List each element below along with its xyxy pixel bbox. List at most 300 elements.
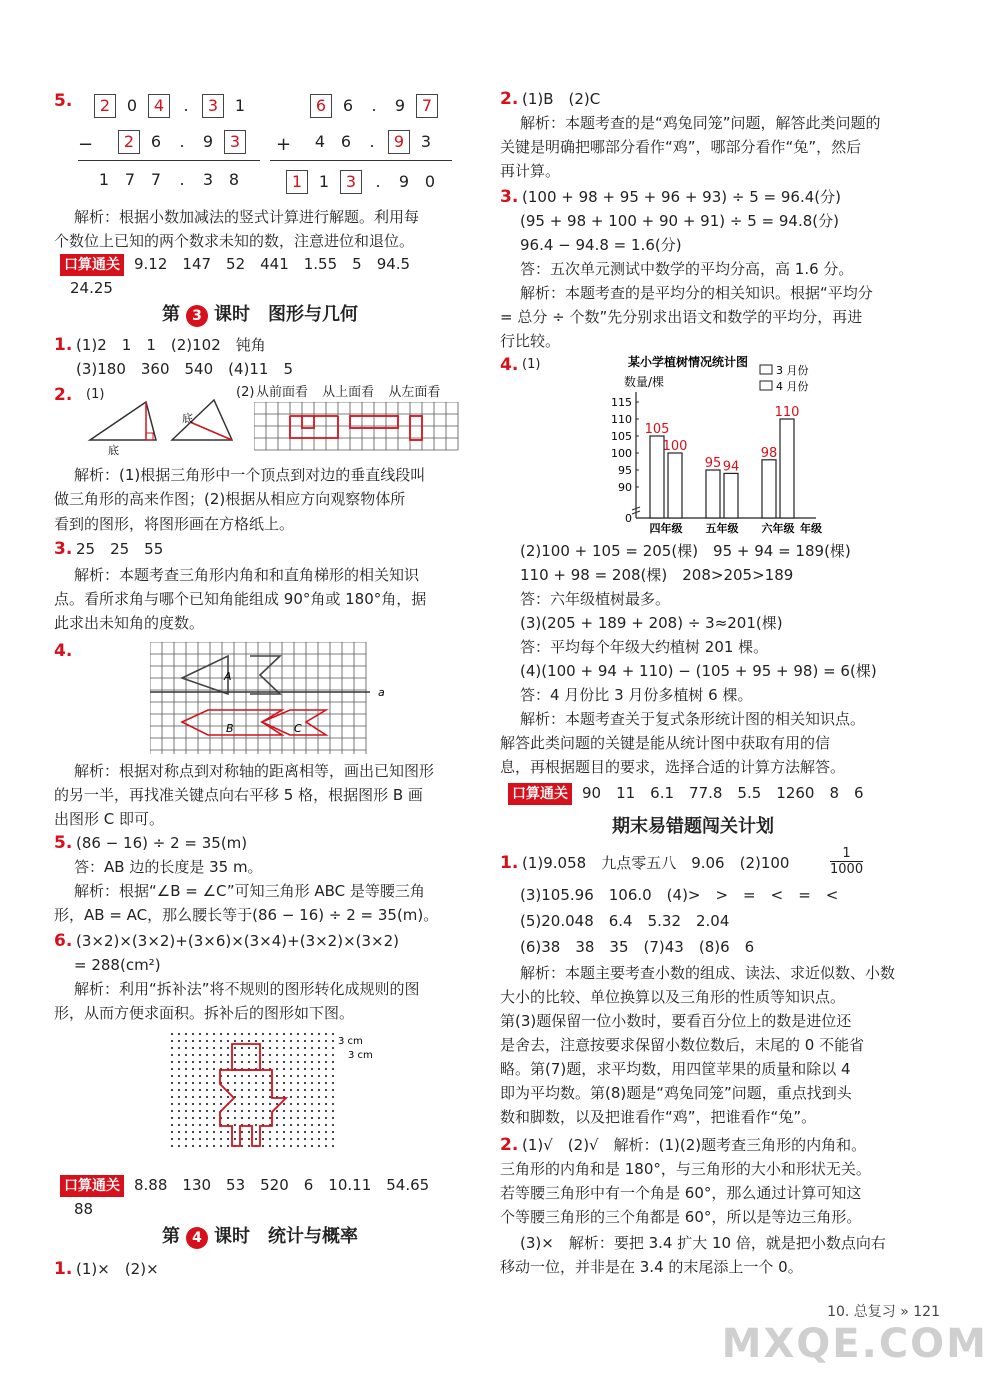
grid-dot bbox=[318, 1075, 320, 1077]
grid-dot bbox=[206, 1047, 208, 1049]
note: 看到的图形，将图形画在方格纸上。 bbox=[54, 515, 295, 533]
grid-dot bbox=[178, 1138, 180, 1140]
grid-dot bbox=[297, 1075, 299, 1077]
grid-dot bbox=[248, 1054, 250, 1056]
grid-dot bbox=[297, 1124, 299, 1126]
grid-dot bbox=[325, 1082, 327, 1084]
view-top-label: 从上面看 bbox=[322, 385, 375, 400]
grid-dot bbox=[318, 1131, 320, 1133]
grid-dot bbox=[192, 1145, 194, 1147]
grid-dot bbox=[178, 1103, 180, 1105]
answer-box: 4 bbox=[148, 94, 170, 118]
bar bbox=[724, 473, 738, 518]
grid-dot bbox=[206, 1131, 208, 1133]
grid-dot bbox=[241, 1110, 243, 1112]
oral-values: 8.88 130 53 520 6 10.11 54.65 bbox=[134, 1176, 430, 1194]
grid-dot bbox=[311, 1054, 313, 1056]
grid-dot bbox=[255, 1054, 257, 1056]
grid-dot bbox=[199, 1138, 201, 1140]
grid-dot bbox=[227, 1145, 229, 1147]
note: 解析：根据“∠B = ∠C”可知三角形 ABC 是等腰三角 bbox=[74, 882, 425, 900]
grid-dot bbox=[269, 1117, 271, 1119]
label-c: C bbox=[294, 722, 302, 735]
grid-dot bbox=[255, 1089, 257, 1091]
grid-dot bbox=[185, 1054, 187, 1056]
grid-dot bbox=[199, 1117, 201, 1119]
answer-box: 7 bbox=[416, 94, 438, 118]
grid-dot bbox=[311, 1124, 313, 1126]
y-tick-label: 100 bbox=[611, 447, 632, 460]
grid-dot bbox=[213, 1117, 215, 1119]
grid-dot bbox=[220, 1131, 222, 1133]
grid-dot bbox=[234, 1124, 236, 1126]
answer-line: (3)× 解析：要把 3.4 扩大 10 倍，就是把小数点向右 bbox=[520, 1234, 886, 1252]
triangle-1 bbox=[90, 402, 156, 457]
digit: 6 bbox=[150, 132, 162, 151]
grid-dot bbox=[241, 1082, 243, 1084]
oral-calc bbox=[508, 782, 864, 805]
grid-dot bbox=[241, 1047, 243, 1049]
grid-dot bbox=[185, 1117, 187, 1119]
grid-dot bbox=[206, 1033, 208, 1035]
grid-dot bbox=[276, 1103, 278, 1105]
answer-line: (86 − 16) ÷ 2 = 35(m) bbox=[76, 834, 248, 852]
label-a: A bbox=[224, 670, 232, 683]
note: 行比较。 bbox=[500, 332, 561, 350]
grid-dot bbox=[311, 1131, 313, 1133]
question-number: 2. bbox=[54, 385, 73, 405]
grid-dot bbox=[325, 1138, 327, 1140]
answer-line: 25 25 55 bbox=[76, 540, 164, 558]
grid-dot bbox=[213, 1082, 215, 1084]
view-front-label: 从前面看 bbox=[256, 385, 309, 400]
view-left-label: 从左面看 bbox=[388, 385, 441, 400]
grid-dot bbox=[199, 1145, 201, 1147]
grid-dot bbox=[269, 1033, 271, 1035]
grid-dot bbox=[318, 1047, 320, 1049]
grid-dot bbox=[199, 1061, 201, 1063]
grid-dot bbox=[171, 1033, 173, 1035]
grid-dot bbox=[248, 1110, 250, 1112]
grid-dot bbox=[318, 1061, 320, 1063]
grid-dot bbox=[255, 1040, 257, 1042]
fraction bbox=[830, 846, 863, 877]
grid-dot bbox=[283, 1033, 285, 1035]
grid-dot bbox=[234, 1033, 236, 1035]
answer-box: 6 bbox=[310, 94, 332, 118]
grid-dot bbox=[241, 1117, 243, 1119]
grid-dot bbox=[332, 1117, 334, 1119]
grid-dot bbox=[318, 1068, 320, 1070]
grid-dot bbox=[213, 1061, 215, 1063]
grid-dot bbox=[192, 1068, 194, 1070]
grid-dot bbox=[241, 1075, 243, 1077]
note: 解答此类问题的关键是能从统计图中获取有用的信 bbox=[500, 734, 831, 752]
grid-dot bbox=[269, 1138, 271, 1140]
grid-dot bbox=[171, 1054, 173, 1056]
digit: 0 bbox=[126, 96, 138, 115]
grid-dot bbox=[171, 1103, 173, 1105]
grid-dot bbox=[213, 1075, 215, 1077]
oral-label: 口算通关 bbox=[60, 1175, 124, 1197]
digit: 6 bbox=[340, 132, 352, 151]
vertical-subtraction bbox=[78, 94, 260, 202]
digit: 3 bbox=[420, 132, 432, 151]
fraction-numerator: 1 bbox=[830, 846, 863, 862]
grid-dot bbox=[213, 1145, 215, 1147]
grid-dot bbox=[192, 1075, 194, 1077]
digit: 1 bbox=[234, 96, 246, 115]
bar bbox=[780, 419, 794, 518]
grid-dot bbox=[227, 1047, 229, 1049]
grid-dot bbox=[332, 1047, 334, 1049]
question-number: 1. bbox=[500, 853, 519, 873]
grid-dot bbox=[311, 1089, 313, 1091]
grid-dot bbox=[297, 1096, 299, 1098]
answer-line: (1)√ (2)√ 解析：(1)(2)题考查三角形的内角和。 bbox=[522, 1136, 867, 1154]
grid-dot bbox=[199, 1040, 201, 1042]
digit: 7 bbox=[150, 170, 162, 189]
bar-value-label: 94 bbox=[722, 459, 740, 475]
base-label: 底 bbox=[182, 412, 193, 425]
grid-dot bbox=[206, 1145, 208, 1147]
grid-dot bbox=[262, 1089, 264, 1091]
grid-dot bbox=[325, 1040, 327, 1042]
grid-dot bbox=[185, 1033, 187, 1035]
grid-dot bbox=[290, 1040, 292, 1042]
grid-dot bbox=[269, 1040, 271, 1042]
grid-dot bbox=[171, 1075, 173, 1077]
grid-dot bbox=[234, 1089, 236, 1091]
dim-label: 3 cm bbox=[338, 1036, 363, 1047]
digit: . bbox=[179, 170, 185, 189]
legend-label: 4 月份 bbox=[776, 380, 809, 393]
grid-dot bbox=[325, 1068, 327, 1070]
grid-dot bbox=[290, 1103, 292, 1105]
grid-dot bbox=[248, 1075, 250, 1077]
grid-dot bbox=[248, 1103, 250, 1105]
grid-dot bbox=[234, 1075, 236, 1077]
grid-dot bbox=[178, 1047, 180, 1049]
note: 个数位上已知的两个数求未知的数，注意进位和退位。 bbox=[54, 232, 415, 250]
grid-dot bbox=[206, 1061, 208, 1063]
digit: 0 bbox=[424, 172, 436, 191]
grid-dot bbox=[227, 1061, 229, 1063]
grid-dot bbox=[297, 1103, 299, 1105]
question-number: 5. bbox=[54, 91, 73, 111]
x-tick-label: 六年级 bbox=[761, 522, 795, 535]
oral-values-cont: 24.25 bbox=[70, 279, 113, 297]
answer-line: (3×2)×(3×2)+(3×6)×(3×4)+(3×2)×(3×2) bbox=[76, 932, 399, 950]
grid-dot bbox=[213, 1068, 215, 1070]
grid-dot bbox=[248, 1145, 250, 1147]
grid-dot bbox=[269, 1145, 271, 1147]
grid-dot bbox=[227, 1096, 229, 1098]
grid-dot bbox=[332, 1089, 334, 1091]
grid-dot bbox=[262, 1103, 264, 1105]
grid-dot bbox=[290, 1075, 292, 1077]
grid-dot bbox=[178, 1096, 180, 1098]
grid-dot bbox=[318, 1117, 320, 1119]
grid-dot bbox=[290, 1124, 292, 1126]
note-text: 解析：根据小数加减法的竖式计算进行解题。利用每 bbox=[74, 208, 420, 226]
answer-box: 3 bbox=[224, 130, 246, 154]
grid-dot bbox=[297, 1089, 299, 1091]
grid-dot bbox=[192, 1096, 194, 1098]
page-footer: 10. 总复习 » 121 bbox=[827, 1304, 940, 1320]
grid-lines bbox=[254, 402, 458, 450]
grid-dot bbox=[199, 1075, 201, 1077]
grid-dot bbox=[276, 1054, 278, 1056]
bar-value-label: 95 bbox=[704, 456, 722, 471]
title-pre: 第 bbox=[162, 304, 180, 325]
grid-dot bbox=[325, 1089, 327, 1091]
grid-dot bbox=[297, 1047, 299, 1049]
figure-a-given bbox=[182, 656, 228, 694]
grid-dot bbox=[185, 1096, 187, 1098]
grid-dot bbox=[332, 1075, 334, 1077]
grid-dot bbox=[255, 1131, 257, 1133]
answer-box: 3 bbox=[202, 94, 224, 118]
grid-dot bbox=[262, 1040, 264, 1042]
grid-dot bbox=[185, 1082, 187, 1084]
y-axis-label: 数量/棵 bbox=[624, 375, 665, 389]
fraction-denominator: 1000 bbox=[830, 862, 864, 877]
grid-dot bbox=[325, 1145, 327, 1147]
figure-outline bbox=[220, 1070, 286, 1146]
grid-dot bbox=[220, 1061, 222, 1063]
grid-dot bbox=[199, 1089, 201, 1091]
grid-dot bbox=[332, 1110, 334, 1112]
bar bbox=[706, 470, 720, 518]
x-axis-label: 年级 bbox=[800, 522, 822, 535]
grid-dot bbox=[255, 1110, 257, 1112]
grid-dot bbox=[290, 1096, 292, 1098]
grid-dot bbox=[290, 1082, 292, 1084]
grid-dot bbox=[297, 1082, 299, 1084]
grid-dot bbox=[304, 1110, 306, 1112]
grid-dot bbox=[283, 1047, 285, 1049]
grid-dot bbox=[276, 1061, 278, 1063]
grid-dot bbox=[255, 1033, 257, 1035]
grid-dot bbox=[234, 1082, 236, 1084]
grid-dot bbox=[178, 1124, 180, 1126]
grid-dot bbox=[185, 1061, 187, 1063]
oral-calc bbox=[60, 253, 410, 276]
grid-dot bbox=[262, 1131, 264, 1133]
grid-dot bbox=[234, 1138, 236, 1140]
grid-dot bbox=[311, 1082, 313, 1084]
grid-dot bbox=[192, 1089, 194, 1091]
grid-dot bbox=[255, 1061, 257, 1063]
grid-dot bbox=[290, 1047, 292, 1049]
grid-dot bbox=[206, 1103, 208, 1105]
grid-dot bbox=[255, 1082, 257, 1084]
bar-value-label: 100 bbox=[662, 439, 688, 454]
grid-dot bbox=[297, 1131, 299, 1133]
grid-dot bbox=[171, 1124, 173, 1126]
grid-dot bbox=[262, 1033, 264, 1035]
grid-dot bbox=[325, 1075, 327, 1077]
grid-dot bbox=[248, 1061, 250, 1063]
answer-box: 2 bbox=[94, 94, 116, 118]
grid-dot bbox=[290, 1054, 292, 1056]
grid-dot bbox=[297, 1117, 299, 1119]
answer-line: (100 + 98 + 95 + 96 + 93) ÷ 5 = 96.4(分) bbox=[522, 188, 841, 206]
question-number: 4. bbox=[54, 641, 73, 661]
grid-dot bbox=[283, 1040, 285, 1042]
grid-dot bbox=[325, 1117, 327, 1119]
grid-dot bbox=[185, 1145, 187, 1147]
grid-dot bbox=[325, 1033, 327, 1035]
grid-dot bbox=[332, 1103, 334, 1105]
grid-dot bbox=[213, 1047, 215, 1049]
grid-dot bbox=[311, 1096, 313, 1098]
grid-dot bbox=[220, 1103, 222, 1105]
question-number: 5. bbox=[54, 833, 73, 853]
grid-dot bbox=[185, 1089, 187, 1091]
grid-dot bbox=[311, 1061, 313, 1063]
grid-dot bbox=[185, 1068, 187, 1070]
view-labels bbox=[256, 382, 440, 404]
digit: 6 bbox=[342, 96, 354, 115]
grid-dot bbox=[241, 1061, 243, 1063]
grid-dot bbox=[206, 1124, 208, 1126]
grid-dot bbox=[185, 1124, 187, 1126]
section-title: 期末易错题闯关计划 bbox=[612, 816, 774, 837]
note: 若等腰三角形中有一个角是 60°，那么通过计算可知这 bbox=[500, 1184, 862, 1202]
grid-dot bbox=[283, 1103, 285, 1105]
grid-dot bbox=[318, 1103, 320, 1105]
grid-dot bbox=[206, 1040, 208, 1042]
grid-dot bbox=[262, 1145, 264, 1147]
grid-dot bbox=[241, 1145, 243, 1147]
grid-dot bbox=[171, 1061, 173, 1063]
grid-dot bbox=[234, 1040, 236, 1042]
x-tick-label: 四年级 bbox=[649, 522, 683, 535]
grid-dot bbox=[241, 1054, 243, 1056]
grid-dot bbox=[178, 1131, 180, 1133]
grid-dot bbox=[297, 1061, 299, 1063]
answer-line: (95 + 98 + 100 + 90 + 91) ÷ 5 = 94.8(分) bbox=[520, 212, 839, 230]
base-label: 底 bbox=[108, 444, 119, 457]
chart-title: 某小学植树情况统计图 bbox=[628, 355, 749, 369]
answer-line: 答：六年级植树最多。 bbox=[520, 590, 671, 608]
grid-dot bbox=[185, 1131, 187, 1133]
grid-dot bbox=[185, 1110, 187, 1112]
note: 数和脚数，以及把谁看作“鸡”，把谁看作“兔”。 bbox=[500, 1108, 817, 1126]
grid-dot bbox=[311, 1075, 313, 1077]
grid-dot bbox=[255, 1047, 257, 1049]
grid-dot bbox=[325, 1124, 327, 1126]
digit: 9 bbox=[398, 172, 410, 191]
dot-grid-figure bbox=[168, 1030, 388, 1150]
grid-dot bbox=[171, 1131, 173, 1133]
add-row2 bbox=[310, 130, 442, 154]
oral-label: 口算通关 bbox=[508, 783, 572, 805]
grid-dot bbox=[283, 1061, 285, 1063]
grid-dot bbox=[255, 1075, 257, 1077]
grid-dot bbox=[192, 1131, 194, 1133]
grid-dot bbox=[304, 1089, 306, 1091]
grid-dot bbox=[199, 1054, 201, 1056]
y-tick-label: 95 bbox=[618, 464, 632, 477]
grid-dot bbox=[171, 1110, 173, 1112]
digit: . bbox=[371, 96, 377, 115]
note: 解析：本题考查的是“鸡兔同笼”问题，解答此类问题的 bbox=[520, 114, 881, 132]
grid-dot bbox=[220, 1054, 222, 1056]
grid-dot bbox=[192, 1103, 194, 1105]
title-post: 课时 图形与几何 bbox=[214, 304, 358, 325]
grid-dot bbox=[262, 1138, 264, 1140]
grid-dot bbox=[199, 1096, 201, 1098]
legend-swatch bbox=[760, 365, 772, 374]
answer-line: = 288(cm²) bbox=[74, 956, 161, 974]
grid-dot bbox=[304, 1117, 306, 1119]
grid-dot bbox=[234, 1131, 236, 1133]
grid-dot bbox=[325, 1096, 327, 1098]
grid-dot bbox=[311, 1138, 313, 1140]
grid-dot bbox=[283, 1145, 285, 1147]
grid-dot bbox=[206, 1082, 208, 1084]
grid-dot bbox=[332, 1068, 334, 1070]
grid-dot bbox=[332, 1138, 334, 1140]
grid-dot bbox=[332, 1145, 334, 1147]
answer-line: (1)× (2)× bbox=[76, 1260, 159, 1278]
grid-dot bbox=[262, 1054, 264, 1056]
grid-dot bbox=[227, 1054, 229, 1056]
grid-dot bbox=[262, 1075, 264, 1077]
grid-dot bbox=[220, 1145, 222, 1147]
digit: 1 bbox=[98, 170, 110, 189]
grid-dot bbox=[304, 1068, 306, 1070]
y-tick-label: 0 bbox=[625, 512, 632, 525]
grid-dot bbox=[297, 1110, 299, 1112]
grid-dot bbox=[227, 1117, 229, 1119]
grid-dot bbox=[220, 1096, 222, 1098]
note: 解析：利用“拆补法”将不规则的图形转化成规则的图 bbox=[74, 980, 420, 998]
question-number: 2. bbox=[500, 1135, 519, 1155]
grid-dot bbox=[304, 1124, 306, 1126]
grid-dot bbox=[283, 1124, 285, 1126]
grid-dot bbox=[304, 1082, 306, 1084]
note: 是舍去，注意按要求保留小数位数后，末尾的 0 不能省 bbox=[500, 1036, 865, 1054]
grid-dot bbox=[325, 1131, 327, 1133]
add-row1 bbox=[310, 94, 444, 118]
grid-dot bbox=[234, 1103, 236, 1105]
grid-dot bbox=[311, 1110, 313, 1112]
grid-dot bbox=[171, 1082, 173, 1084]
grid-dot bbox=[213, 1110, 215, 1112]
triangle-2 bbox=[172, 400, 232, 440]
answer-line: 110 + 98 = 208(棵) 208>205>189 bbox=[520, 566, 794, 584]
oral-label: 口算通关 bbox=[60, 254, 124, 276]
grid-dot bbox=[199, 1131, 201, 1133]
grid-dot bbox=[276, 1047, 278, 1049]
grid-dot bbox=[276, 1124, 278, 1126]
grid-dot bbox=[318, 1089, 320, 1091]
grid-dot bbox=[332, 1131, 334, 1133]
grid-dot bbox=[269, 1054, 271, 1056]
grid-dot bbox=[213, 1033, 215, 1035]
sub-operator: − bbox=[78, 134, 94, 155]
grid-dot bbox=[304, 1075, 306, 1077]
grid-dot bbox=[318, 1033, 320, 1035]
grid-dot bbox=[276, 1040, 278, 1042]
digit: 9 bbox=[202, 132, 214, 151]
grid-dot bbox=[269, 1047, 271, 1049]
part-label: (1) bbox=[86, 387, 105, 402]
